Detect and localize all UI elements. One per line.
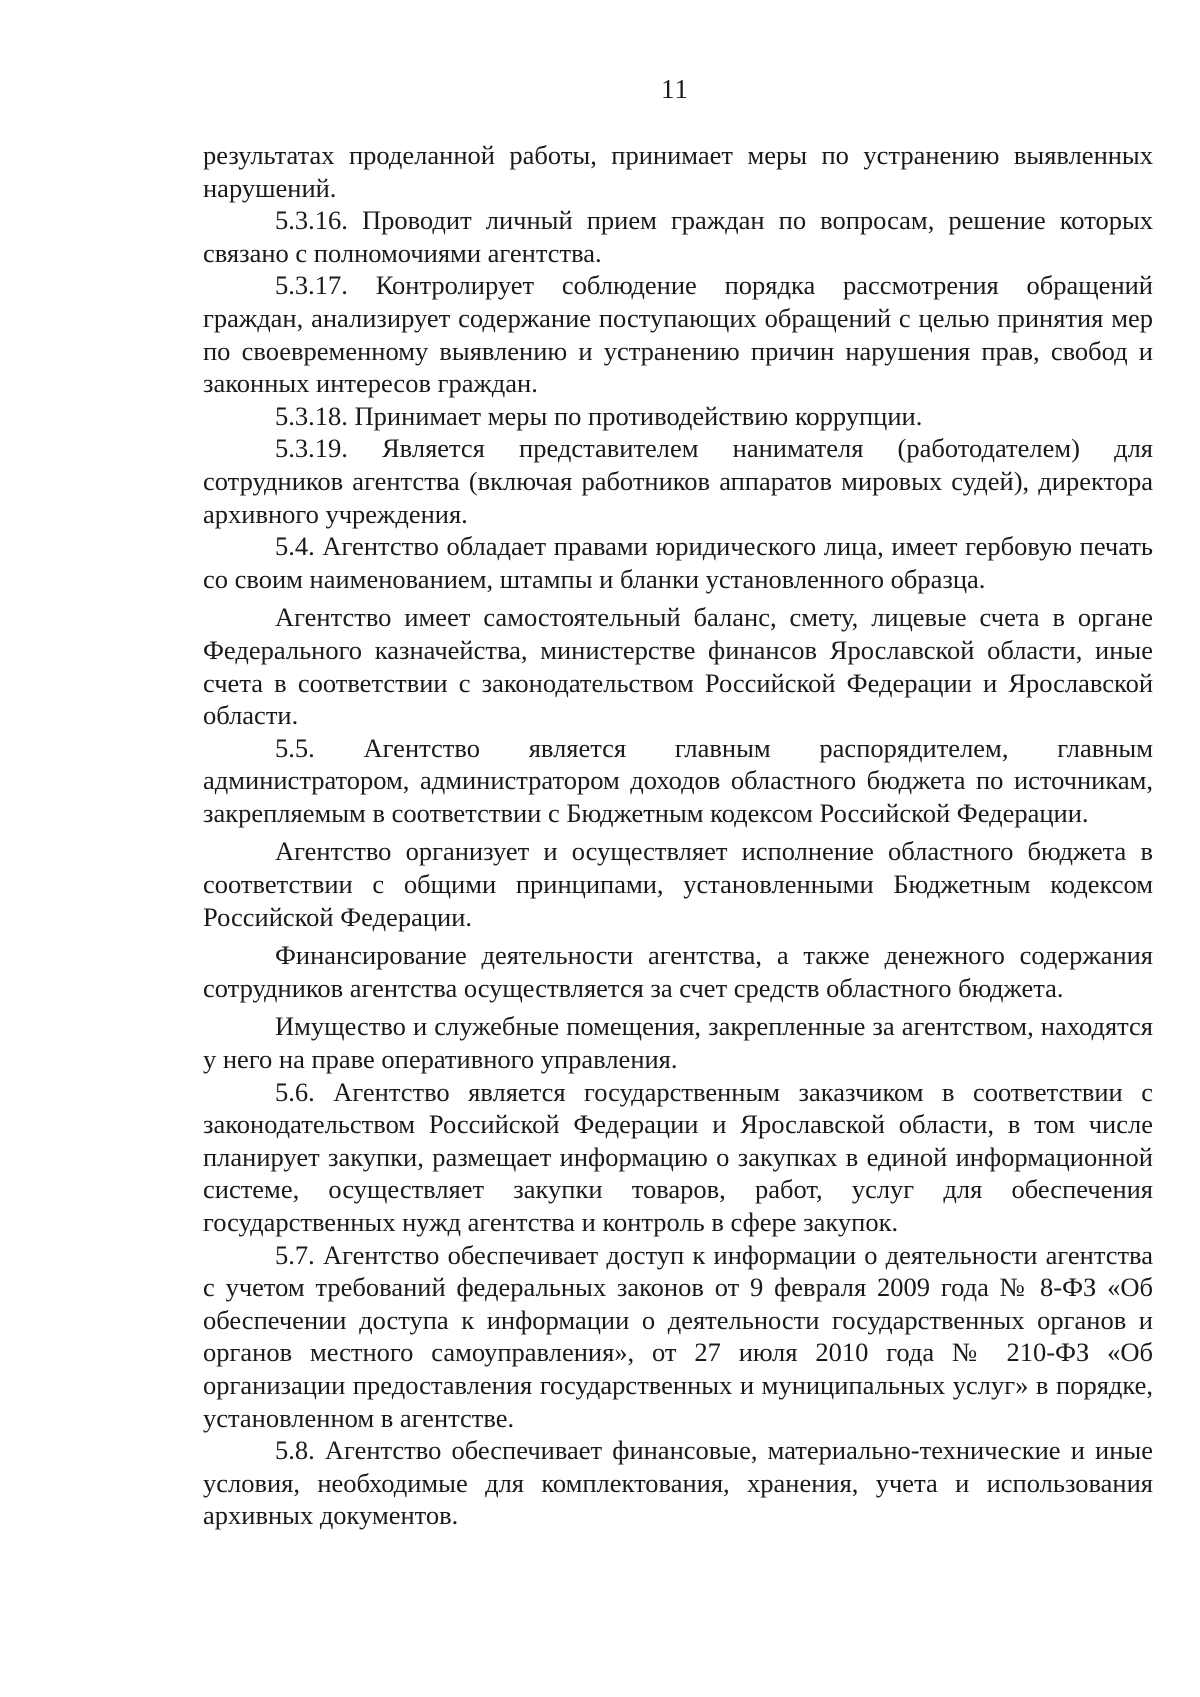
paragraph-5-3-16: 5.3.16. Проводит личный прием граждан по вопросам, решение которых связано с полномочиями агентства. [203, 205, 1153, 268]
paragraph-5-5-financing: Финансирование деятельности агентства, а также денежного содержания сотрудников агентства осуществляется за счет средств областного бюджета. [203, 940, 1153, 1003]
paragraph-5-3-19: 5.3.19. Является представителем нанимателя (работодателем) для сотрудников агентства (включая работников аппаратов мировых судей), директора архивного учреждения. [203, 433, 1153, 529]
paragraph-5-7: 5.7. Агентство обеспечивает доступ к информации о деятельности агентства с учетом требований федеральных законов от 9 февраля 2009 года № 8-ФЗ «Об обеспечении доступа к информации о деятельности государственных органов и органов местного самоуправления», от 27 июля 2010 года № 210-ФЗ «Об организации предоставления государственных и муниципальных услуг» в порядке, установленном в агентстве. [203, 1239, 1153, 1433]
page-number: 11 [661, 74, 689, 104]
document-body [203, 139, 1153, 1532]
paragraph-5-3-17: 5.3.17. Контролирует соблюдение порядка рассмотрения обращений граждан, анализирует содержание поступающих обращений с целью принятия мер по своевременному выявлению и устранению причин нарушения прав, свобод и законных интересов граждан. [203, 270, 1153, 399]
paragraph-5-5-property: Имущество и служебные помещения, закрепленные за агентством, находятся у него на праве оперативного управления. [203, 1011, 1153, 1075]
paragraph-5-3-18: 5.3.18. Принимает меры по противодействию коррупции. [275, 400, 923, 431]
paragraph-5-5-budget: Агентство организует и осуществляет исполнение областного бюджета в соответствии с общими принципами, установленными Бюджетным кодексом Российской Федерации. [203, 836, 1153, 932]
paragraph-continuation: результатах проделанной работы, принимает меры по устранению выявленных нарушений. [203, 140, 1153, 203]
paragraph-5-4: 5.4. Агентство обладает правами юридического лица, имеет гербовую печать со своим наименованием, штампы и бланки установленного образца. [203, 531, 1153, 594]
paragraph-5-5: 5.5. Агентство является главным распорядителем, главным администратором, администратором доходов областного бюджета по источникам, закрепляемым в соответствии с Бюджетным кодексом Российской Федерации. [203, 732, 1153, 828]
paragraph-5-8: 5.8. Агентство обеспечивает финансовые, материально-технические и иные условия, необходимые для комплектования, хранения, учета и использования архивных документов. [203, 1435, 1153, 1531]
paragraph-5-6: 5.6. Агентство является государственным заказчиком в соответствии с законодательством Российской Федерации и Ярославской области, в том числе планирует закупки, размещает информацию о закупках в единой информационной системе, осуществляет закупки товаров, работ, услуг для обеспечения государственных нужд агентства и контроль в сфере закупок. [203, 1076, 1153, 1237]
paragraph-5-4-balance: Агентство имеет самостоятельный баланс, смету, лицевые счета в органе Федерального казначейства, министерстве финансов Ярославской области, иные счета в соответствии с законодательством Российской Федерации и Ярославской области. [203, 602, 1153, 731]
